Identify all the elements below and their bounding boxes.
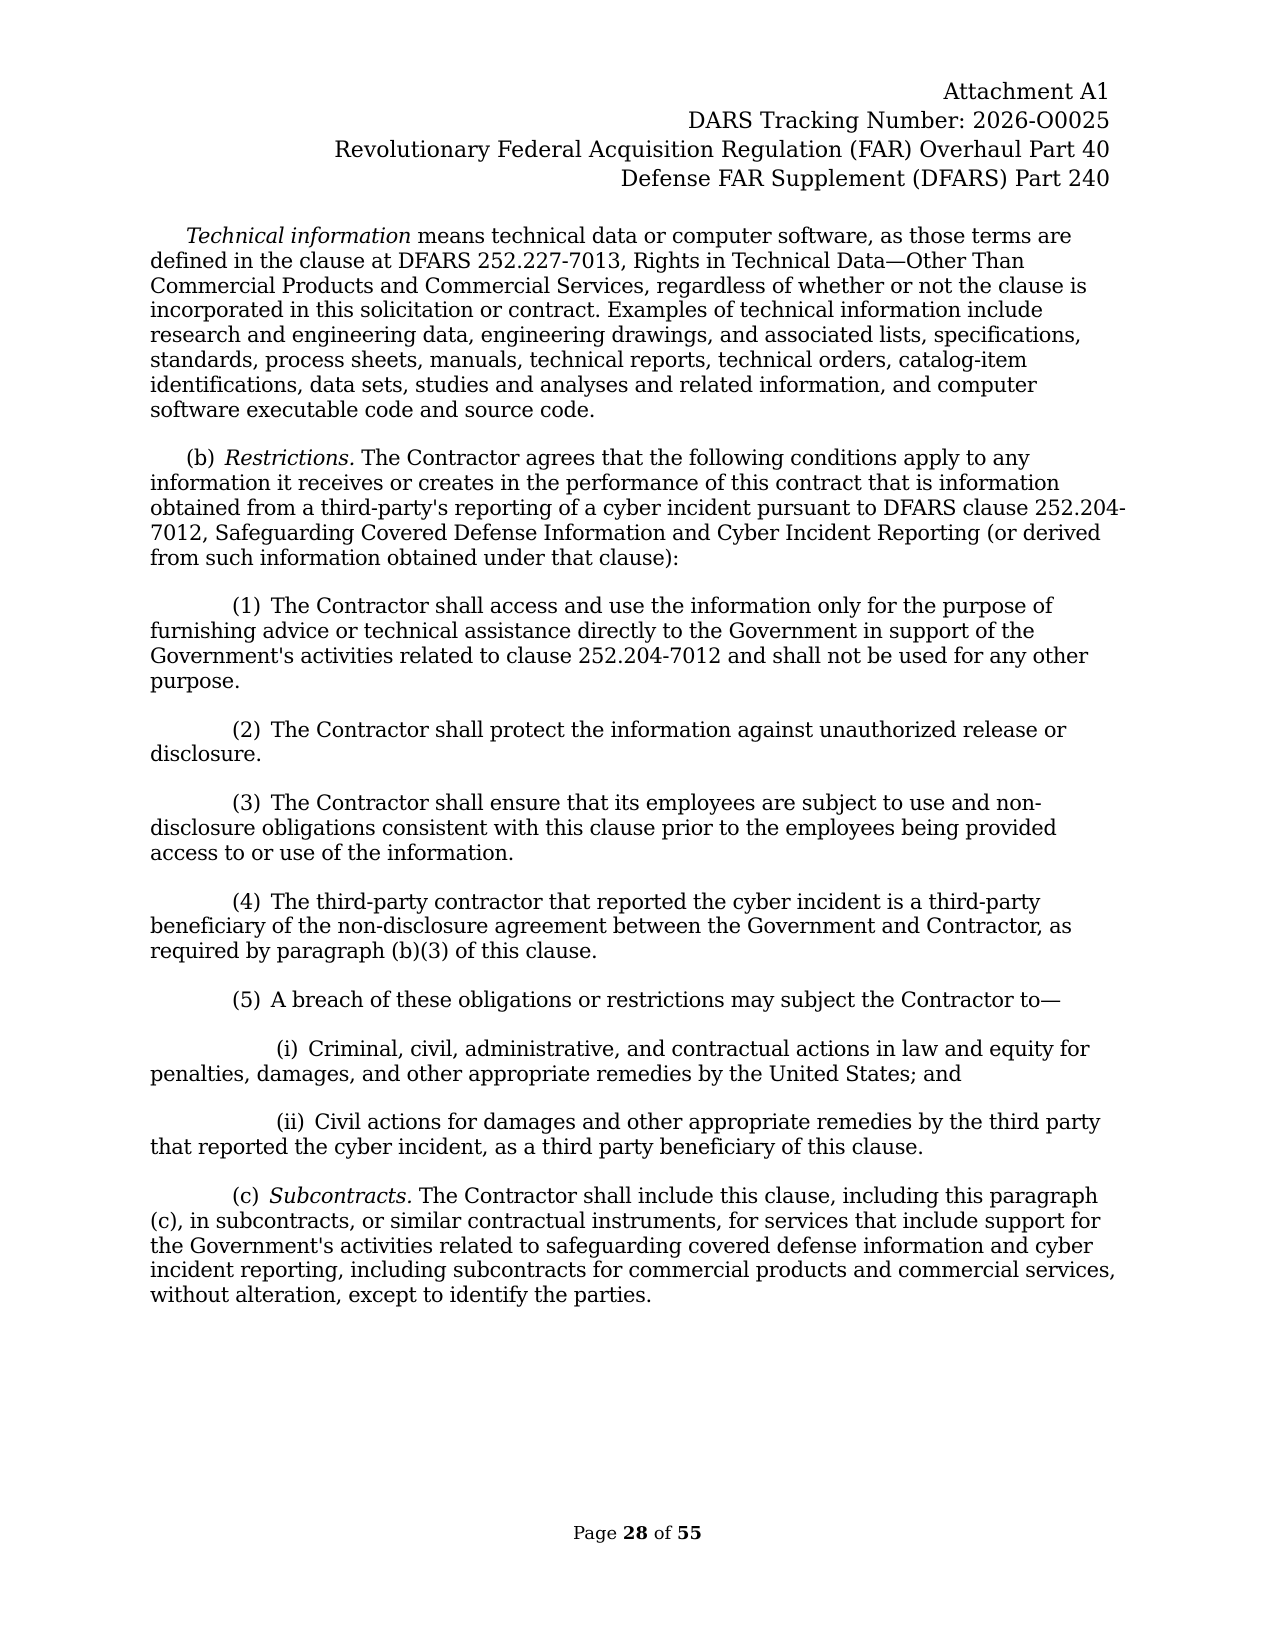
paragraph-number: (2) [232, 717, 261, 742]
paragraph-heading: Restrictions. [224, 446, 355, 471]
paragraph-text: The third-party contractor that reported the cyber incident is a third-party beneficiary of the non-disclosure agreement between the Government and Contractor, as required by paragraph (b)(3) of this clause. [150, 889, 1072, 964]
paragraph-text: Criminal, civil, administrative, and contractual actions in law and equity for penalties, damages, and other appropriate remedies by the United States; and [150, 1036, 1090, 1086]
paragraph-c [150, 1184, 1126, 1308]
paragraph-text: A breach of these obligations or restrictions may subject the Contractor to— [270, 987, 1061, 1012]
paragraph-b1 [150, 594, 1126, 693]
paragraph-b2 [150, 718, 1126, 768]
paragraph-text: The Contractor shall protect the information against unauthorized release or disclosure. [150, 717, 1066, 767]
header-tracking-number: DARS Tracking Number: 2026-O0025 [687, 109, 1110, 134]
definition-technical-information [150, 224, 1126, 422]
paragraph-number: (4) [232, 889, 261, 914]
document-header [334, 78, 1110, 194]
paragraph-b5 [150, 988, 1126, 1013]
header-dfars-part: Defense FAR Supplement (DFARS) Part 240 [620, 167, 1110, 192]
paragraph-heading: Subcontracts. [269, 1183, 413, 1208]
paragraph-b [150, 446, 1126, 570]
definition-text: means technical data or computer software, as those terms are defined in the clause at DFARS 252.227-7013, Rights in Technical Data—Other Than Commercial Products and Commercial Services, regardless of whether or not the clause is incorporated in this solicitation or contract. Examples of technical information include research and engineering data, engineering drawings, and associated lists, specifications, standards, process sheets, manuals, technical reports, technical orders, catalog-item identifications, data sets, studies and analyses and related information, and computer software executable code and source code. [150, 224, 1087, 422]
page-label: Page [572, 1523, 618, 1544]
paragraph-b3 [150, 791, 1126, 865]
header-attachment: Attachment A1 [943, 80, 1110, 105]
paragraph-number: (5) [232, 987, 261, 1012]
paragraph-text: The Contractor shall include this clause, including this paragraph (c), in subcontracts, or similar contractual instruments, for services that include support for the Government's activities related to safeguarding covered defense information and cyber incident reporting, including subcontracts for commercial products and commercial services, without alteration, except to identify the parties. [150, 1183, 1116, 1308]
definition-term: Technical information [186, 224, 412, 248]
paragraph-b5ii [150, 1110, 1126, 1160]
paragraph-number: (ii) [276, 1110, 305, 1135]
paragraph-text: The Contractor shall ensure that its employees are subject to use and non-disclosure obligations consistent with this clause prior to the employees being provided access to or use of the information. [150, 791, 1057, 865]
paragraph-b5i [150, 1037, 1126, 1087]
of-label: of [653, 1523, 672, 1544]
paragraph-number: (c) [232, 1183, 260, 1208]
paragraph-number: (b) [186, 446, 215, 471]
page-total: 55 [676, 1523, 703, 1544]
paragraph-number: (i) [276, 1036, 299, 1061]
paragraph-text: The Contractor shall access and use the information only for the purpose of furnishing advice or technical assistance directly to the Government in support of the Government's activities related to clause 252.204-7012 and shall not be used for any other purpose. [150, 594, 1088, 693]
paragraph-text: The Contractor agrees that the following conditions apply to any information it receives or creates in the performance of this contract that is information obtained from a third-party's reporting of a cyber incident pursuant to DFARS clause 252.204-7012, Safeguarding Covered Defense Information and Cyber Incident Reporting (or derived from such information obtained under that clause): [150, 446, 1126, 570]
paragraph-b4 [150, 890, 1126, 964]
paragraph-number: (1) [232, 594, 261, 619]
page-footer [0, 1523, 1275, 1545]
header-far-part: Revolutionary Federal Acquisition Regulation (FAR) Overhaul Part 40 [334, 138, 1110, 163]
page-number: 28 [622, 1523, 648, 1544]
clause-body [150, 224, 1126, 1308]
paragraph-number: (3) [232, 791, 261, 816]
paragraph-text: Civil actions for damages and other appropriate remedies by the third party that reported the cyber incident, as a third party beneficiary of this clause. [150, 1110, 1101, 1160]
